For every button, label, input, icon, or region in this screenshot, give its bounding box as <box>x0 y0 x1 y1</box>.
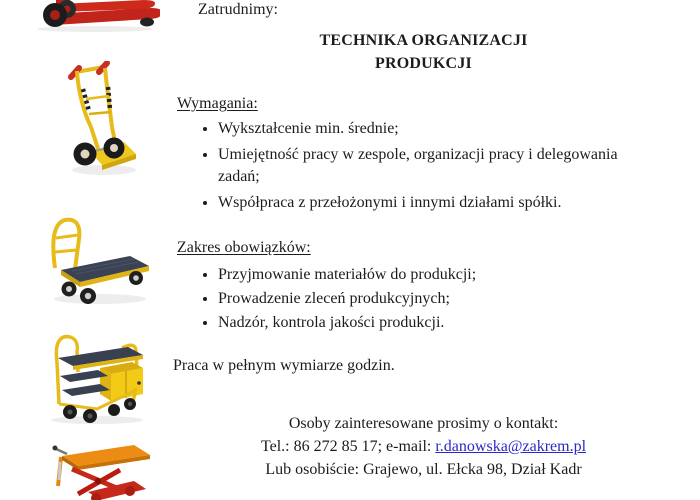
contact-block <box>175 412 672 481</box>
employment-note: Praca w pełnym wymiarze godzin. <box>173 357 395 374</box>
requirements-heading: Wymagania: <box>177 95 258 112</box>
duty-item: • Prowadzenie zleceń produkcyjnych; <box>218 288 655 310</box>
hiring-intro: Zatrudnimy: <box>198 1 278 18</box>
job-title-line2: PRODUKCJI <box>375 55 472 72</box>
duties-list <box>175 264 655 336</box>
requirement-item: • Współpraca z przełożonymi i innymi działami spółki. <box>218 192 643 214</box>
contact-phone-line <box>175 435 672 458</box>
email-link[interactable]: r.danowska@zakrem.pl <box>435 438 587 455</box>
pallet-jack-image <box>20 0 160 32</box>
shelf-cart-image <box>42 330 152 424</box>
requirement-item: • Umiejętność pracy w zespole, organizacji pracy i delegowania zadań; <box>218 144 643 188</box>
requirements-list <box>175 118 643 218</box>
contact-phone-prefix: Tel.: 86 272 85 17; e-mail: <box>260 438 436 455</box>
duties-heading: Zakres obowiązków: <box>177 239 311 256</box>
duty-item: • Nadzór, kontrola jakości produkcji. <box>218 312 655 334</box>
contact-address-line: Lub osobiście: Grajewo, ul. Ełcka 98, Dział Kadr <box>265 461 582 478</box>
job-title <box>175 29 672 75</box>
contact-intro: Osoby zainteresowane prosimy o kontakt: <box>288 415 559 432</box>
requirement-item: • Wykształcenie min. średnie; <box>218 118 643 140</box>
hand-truck-image <box>64 61 140 176</box>
scissor-lift-image <box>38 442 150 500</box>
platform-cart-image <box>42 211 152 306</box>
job-title-line1: TECHNIKA ORGANIZACJI <box>319 32 528 49</box>
duty-item: • Przyjmowanie materiałów do produkcji; <box>218 264 655 286</box>
